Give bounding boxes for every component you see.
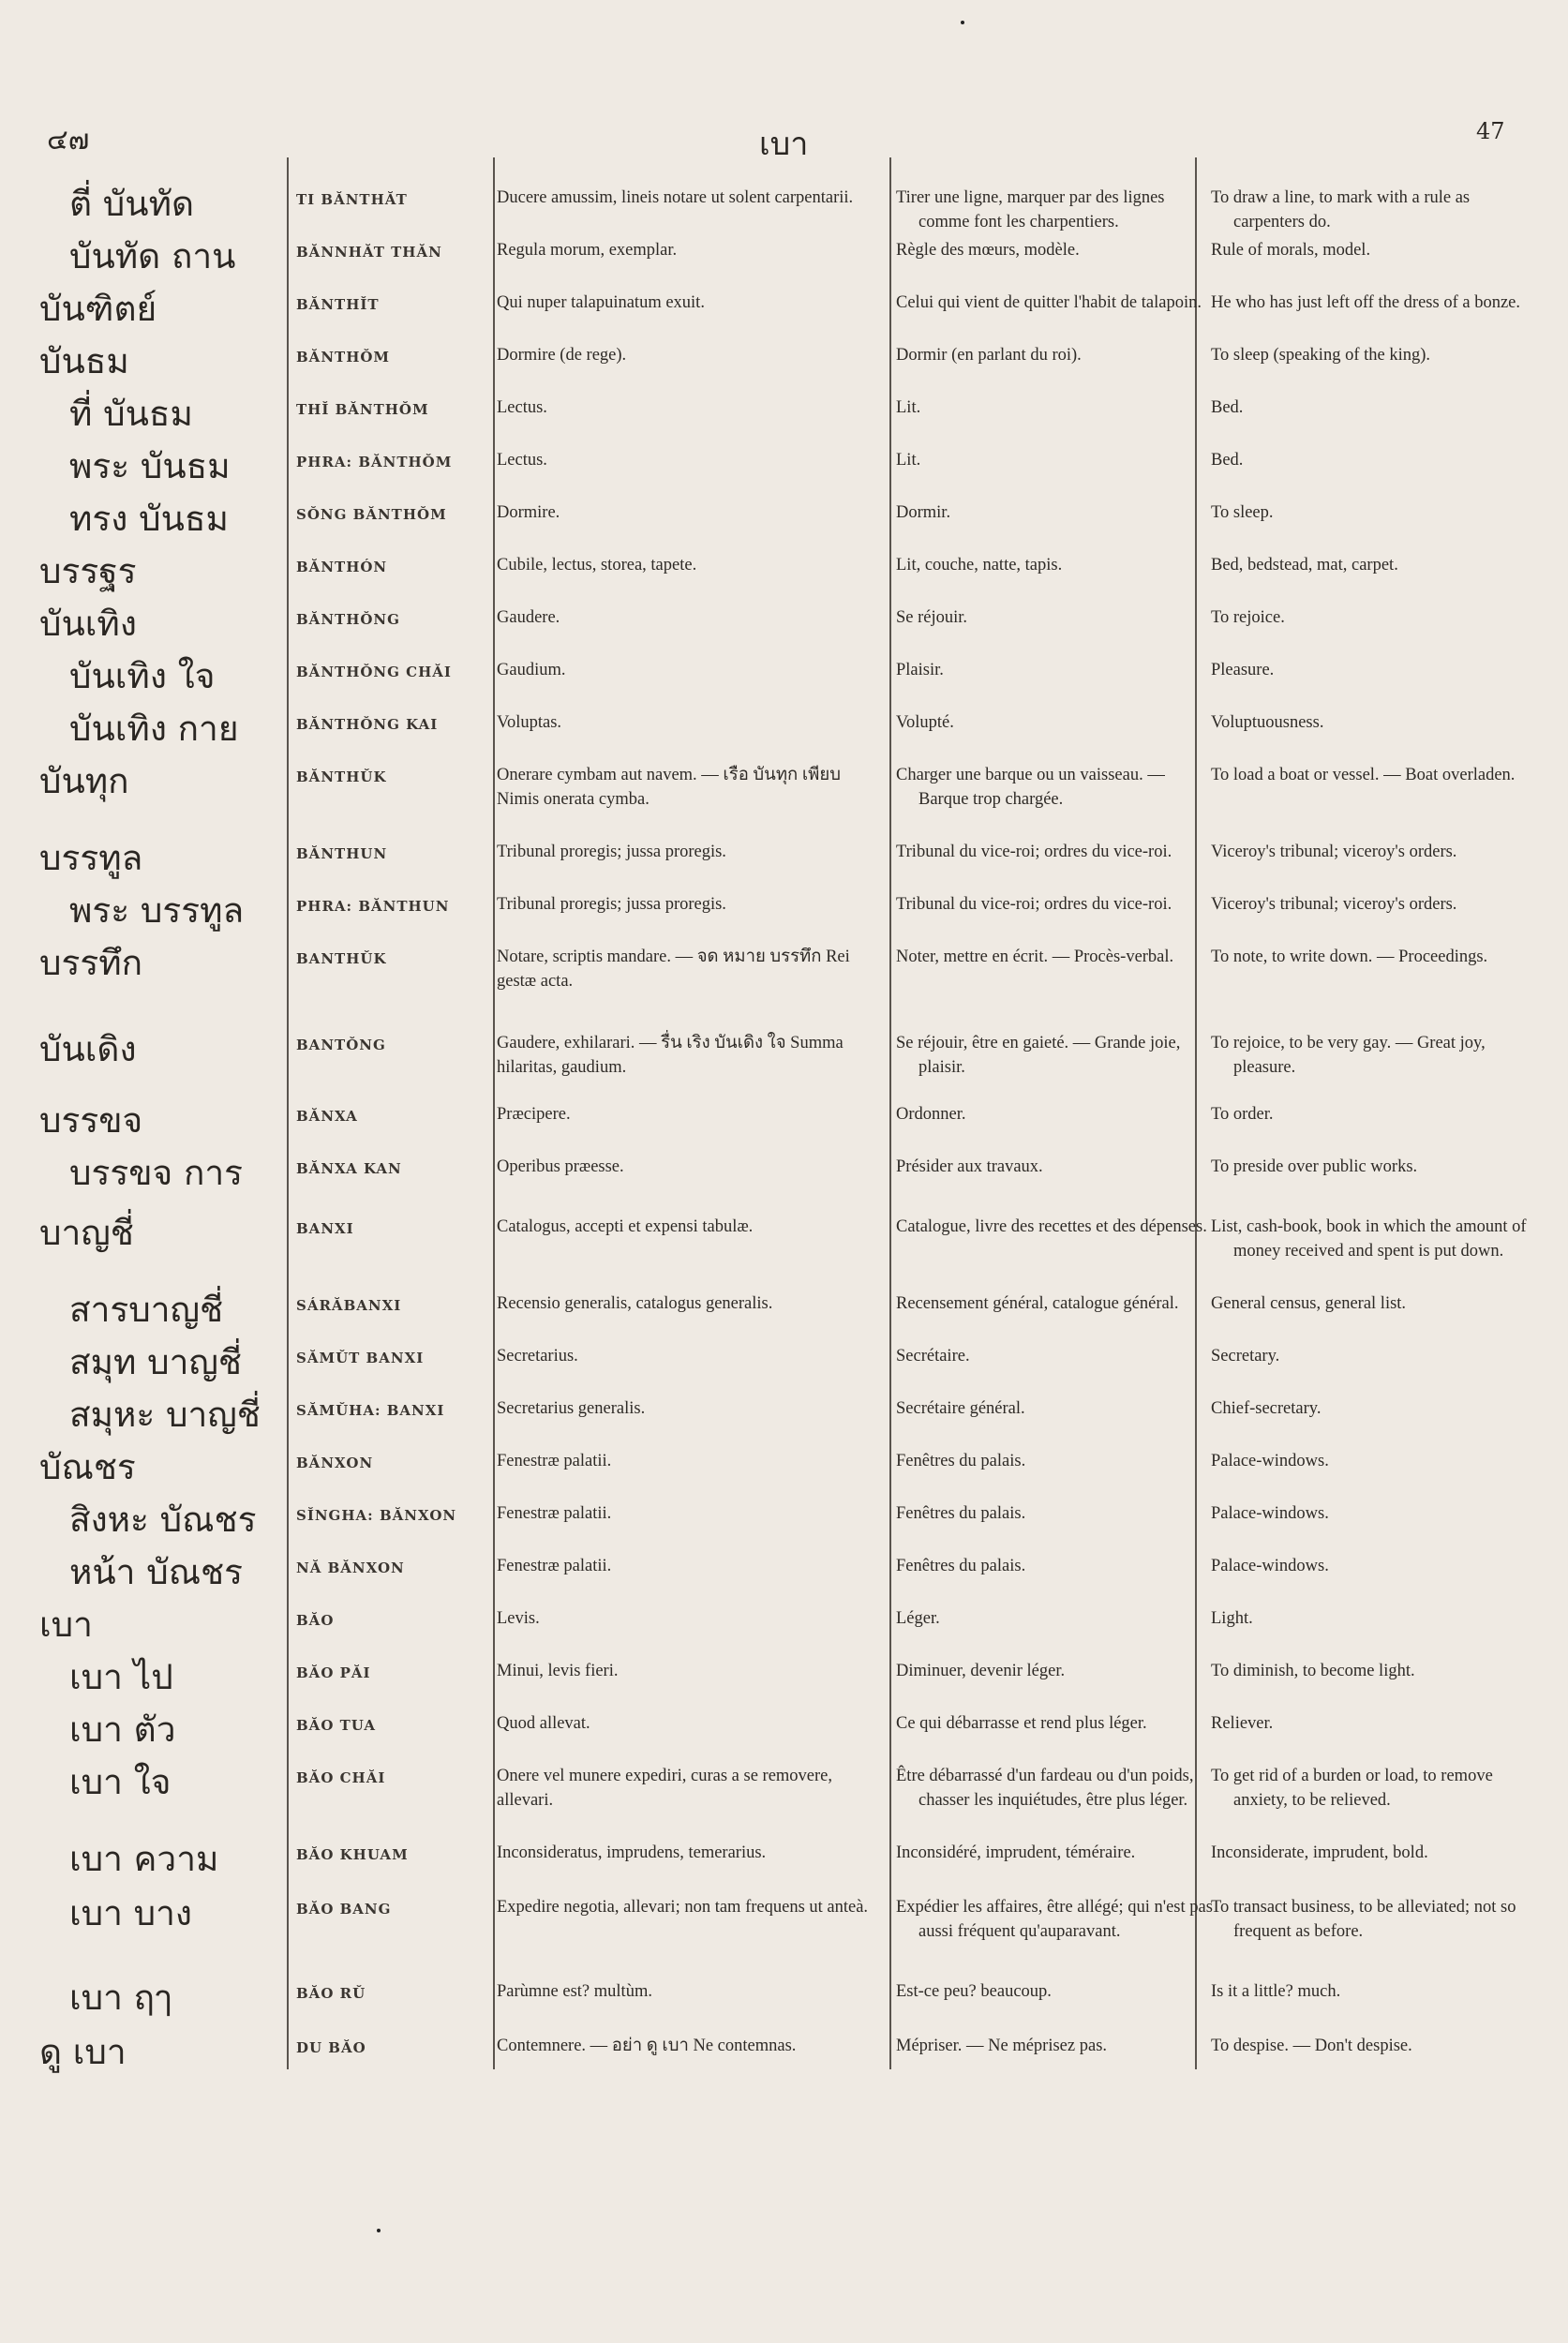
english-definition: Is it a little? much. [1211,1982,1341,2001]
french-definition: Fenêtres du palais. [896,1557,1026,1575]
romanization: BĂNTHŎM [296,349,391,366]
english-definition: Palace-windows. [1211,1452,1329,1470]
thai-headword: บรรฐร [39,551,137,591]
romanization: SĬNGHA: BĂNXON [296,1507,457,1524]
romanization: DU BĂO [296,2039,366,2056]
latin-definition: Contemnere. — อย่า ดู เบา Ne contemnas. [497,2037,797,2055]
romanization: BĂO CHĂI [296,1769,386,1786]
english-definition: To rejoice. [1211,608,1285,627]
latin-definition: Tribunal proregis; jussa proregis. [497,895,726,914]
romanization: BĂNTHŬK [296,769,387,785]
english-definition: Bed. [1211,398,1244,417]
column-rule [493,157,495,2069]
latin-definition: Inconsideratus, imprudens, temerarius. [497,1843,767,1862]
column-rule [287,157,289,2069]
romanization: PHRA: BĂNTHUN [296,898,450,915]
latin-definition: Quod allevat. [497,1714,590,1733]
french-definition: Charger une barque ou un vaisseau. — Barque trop chargée. [896,766,1165,809]
latin-definition: Gaudium. [497,661,566,679]
thai-headword: เบา บาง [69,1893,192,1933]
thai-headword: บรรขจ [39,1100,143,1141]
french-definition: Lit, couche, natte, tapis. [896,556,1063,575]
thai-headword: สารบาญชี่ [69,1290,224,1330]
latin-definition: Voluptas. [497,713,562,732]
latin-definition: Parùmne est? multùm. [497,1982,652,2001]
latin-definition: Lectus. [497,398,547,417]
thai-headword: บันฑิตย์ [39,289,157,329]
romanization: SĂMŬHA: BANXI [296,1402,445,1419]
thai-headword: บรรทึก [39,943,143,983]
french-definition: Catalogue, livre des recettes et des dépenses. [896,1217,1207,1236]
english-definition: Secretary. [1211,1347,1280,1366]
french-definition: Expédier les affaires, être allégé; qui n'est pas aussi fréquent qu'auparavant. [896,1898,1213,1941]
french-definition: Être débarrassé d'un fardeau ou d'un poids, chasser les inquiétudes, être plus léger. [896,1767,1194,1810]
english-definition: Bed. [1211,451,1244,470]
latin-definition: Fenestræ palatii. [497,1452,612,1470]
romanization: THĬ BĂNTHŎM [296,401,429,418]
romanization: BĂNTHÓN [296,559,388,575]
page-number: 47 [1476,118,1505,144]
running-head: เบา [759,126,809,163]
latin-definition: Levis. [497,1609,540,1628]
french-definition: Mépriser. — Ne méprisez pas. [896,2037,1108,2055]
english-definition: To draw a line, to mark with a rule as carpenters do. [1211,188,1471,231]
thai-headword: เบา [39,1604,93,1645]
ink-speck [961,21,964,24]
thai-headword: บันธม [39,341,129,381]
thai-headword: บันทุก [39,761,129,801]
latin-definition: Fenestræ palatii. [497,1504,612,1523]
latin-definition: Ducere amussim, lineis notare ut solent carpentarii. [497,188,854,207]
french-definition: Celui qui vient de quitter l'habit de talapoin. [896,293,1202,312]
english-definition: To load a boat or vessel. — Boat overladen. [1211,766,1516,784]
english-definition: To order. [1211,1105,1274,1124]
thai-headword: บันเทิง ใจ [69,656,216,696]
thai-headword: หน้า บัณชร [69,1552,244,1592]
english-definition: To diminish, to become light. [1211,1662,1415,1680]
french-definition: Présider aux travaux. [896,1157,1043,1176]
english-definition: To transact business, to be alleviated; not so frequent as before. [1211,1898,1516,1941]
thai-headword: เบา ไป [69,1657,173,1697]
thai-headword: เบา ความ [69,1839,219,1879]
thai-headword: ทรง บันธม [69,499,229,539]
thai-headword: สมุหะ บาญชี่ [69,1395,261,1435]
thai-headword: สมุท บาญชี่ [69,1342,243,1382]
english-definition: Bed, bedstead, mat, carpet. [1211,556,1398,575]
romanization: BĂNTHŎNG KAI [296,716,439,733]
column-rule [889,157,891,2069]
thai-headword: พระ บันธม [69,446,231,486]
english-definition: To preside over public works. [1211,1157,1418,1176]
latin-definition: Dormire. [497,503,560,522]
english-definition: Voluptuousness. [1211,713,1324,732]
romanization: PHRA: BĂNTHŎM [296,454,453,470]
french-definition: Secrétaire général. [896,1399,1025,1418]
thai-headword: เบา ใจ [69,1762,172,1802]
romanization: NĂ BĂNXON [296,1560,405,1576]
latin-definition: Operibus præesse. [497,1157,624,1176]
french-definition: Tribunal du vice-roi; ordres du vice-roi. [896,843,1172,861]
french-definition: Léger. [896,1609,940,1628]
english-definition: Palace-windows. [1211,1557,1329,1575]
english-definition: Viceroy's tribunal; viceroy's orders. [1211,843,1457,861]
latin-definition: Qui nuper talapuinatum exuit. [497,293,705,312]
latin-definition: Præcipere. [497,1105,571,1124]
english-definition: To sleep. [1211,503,1274,522]
romanization: BĂO PĂI [296,1664,371,1681]
thai-headword: บาญชี่ [39,1213,134,1253]
romanization: TI BĂNTHĂT [296,191,408,208]
english-definition: Inconsiderate, imprudent, bold. [1211,1843,1428,1862]
latin-definition: Secretarius generalis. [497,1399,646,1418]
english-definition: To despise. — Don't despise. [1211,2037,1412,2055]
french-definition: Noter, mettre en écrit. — Procès-verbal. [896,948,1174,966]
english-definition: Rule of morals, model. [1211,241,1371,260]
latin-definition: Onere vel munere expediri, curas a se removere, allevari. [497,1767,833,1810]
romanization: SŎNG BĂNTHŎM [296,506,447,523]
english-definition: To sleep (speaking of the king). [1211,346,1431,365]
french-definition: Se réjouir, être en gaieté. — Grande joie, plaisir. [896,1034,1181,1077]
english-definition: Light. [1211,1609,1253,1628]
romanization: BANXI [296,1220,354,1237]
french-definition: Recensement général, catalogue général. [896,1294,1179,1313]
latin-definition: Catalogus, accepti et expensi tabulæ. [497,1217,754,1236]
french-definition: Dormir. [896,503,951,522]
french-definition: Fenêtres du palais. [896,1452,1026,1470]
romanization: BĂO [296,1612,335,1629]
latin-definition: Regula morum, exemplar. [497,241,678,260]
english-definition: Reliever. [1211,1714,1274,1733]
french-definition: Tirer une ligne, marquer par des lignes comme font les charpentiers. [896,188,1165,231]
french-definition: Est-ce peu? beaucoup. [896,1982,1052,2001]
english-definition: Viceroy's tribunal; viceroy's orders. [1211,895,1457,914]
thai-headword: พระ บรรทูล [69,890,245,931]
romanization: BĂO KHUAM [296,1846,409,1863]
romanization: BĂNXA KAN [296,1160,402,1177]
latin-definition: Dormire (de rege). [497,346,627,365]
romanization: BANTHŬK [296,950,387,967]
thai-headword: บันเดิง [39,1029,137,1069]
thai-headword: สิงหะ บัณชร [69,1500,257,1540]
french-definition: Règle des mœurs, modèle. [896,241,1080,260]
french-definition: Se réjouir. [896,608,968,627]
french-definition: Lit. [896,451,921,470]
ink-speck [377,2229,381,2232]
thai-headword: เบา ตัว [69,1709,176,1750]
french-definition: Lit. [896,398,921,417]
latin-definition: Cubile, lectus, storea, tapete. [497,556,697,575]
thai-headword: บันเทิง [39,604,137,644]
romanization: BĂNXON [296,1455,374,1471]
english-definition: General census, general list. [1211,1294,1407,1313]
romanization: BĂO RŬ [296,1985,366,2002]
thai-headword: ตี่ บันทัด [69,184,194,224]
thai-headword: บรรขจ การ [69,1153,244,1193]
romanization: BĂNXA [296,1108,358,1125]
latin-definition: Onerare cymbam aut navem. — เรือ บันทุก เพียบ Nimis onerata cymba. [497,766,841,809]
english-definition: List, cash-book, book in which the amount of money received and spent is put down. [1211,1217,1527,1261]
latin-definition: Expedire negotia, allevari; non tam frequens ut anteà. [497,1898,869,1917]
thai-headword: ที่ บันธม [69,394,193,434]
latin-definition: Minui, levis fieri. [497,1662,619,1680]
romanization: BĂO BANG [296,1901,392,1918]
english-definition: Chief-secretary. [1211,1399,1322,1418]
romanization: SÁRĂBANXI [296,1297,402,1314]
latin-definition: Gaudere, exhilarari. — รื่น เริง บันเดิง ใจ Summa hilaritas, gaudium. [497,1034,844,1077]
french-definition: Diminuer, devenir léger. [896,1662,1066,1680]
french-definition: Plaisir. [896,661,944,679]
romanization: BĂNTHĬT [296,296,380,313]
english-definition: To rejoice, to be very gay. — Great joy, pleasure. [1211,1034,1486,1077]
latin-definition: Notare, scriptis mandare. — จด หมาย บรรทึก Rei gestæ acta. [497,948,850,991]
thai-headword: บรรทูล [39,838,143,878]
french-definition: Tribunal du vice-roi; ordres du vice-roi. [896,895,1172,914]
thai-page-number: ๔๗ [47,124,90,157]
french-definition: Secrétaire. [896,1347,970,1366]
latin-definition: Fenestræ palatii. [497,1557,612,1575]
romanization: BĂO TUA [296,1717,377,1734]
english-definition: Palace-windows. [1211,1504,1329,1523]
french-definition: Ordonner. [896,1105,966,1124]
english-definition: Pleasure. [1211,661,1275,679]
latin-definition: Gaudere. [497,608,560,627]
english-definition: He who has just left off the dress of a bonze. [1211,293,1521,312]
romanization: BĂNTHUN [296,845,388,862]
romanization: BĂNNHĂT THĂN [296,244,442,261]
latin-definition: Recensio generalis, catalogus generalis. [497,1294,773,1313]
english-definition: To note, to write down. — Proceedings. [1211,948,1488,966]
thai-headword: เบา ฤๅ [69,1977,172,2018]
thai-headword: บัณชร [39,1447,136,1487]
romanization: BANTŎNG [296,1037,386,1053]
latin-definition: Lectus. [497,451,547,470]
english-definition: To get rid of a burden or load, to remove anxiety, to be relieved. [1211,1767,1493,1810]
romanization: SĂMŬT BANXI [296,1350,425,1366]
thai-headword: ดู เบา [39,2032,127,2072]
thai-headword: บันทัด ถาน [69,236,236,276]
french-definition: Inconsidéré, imprudent, téméraire. [896,1843,1136,1862]
romanization: BĂNTHŎNG CHĂI [296,664,452,680]
french-definition: Volupté. [896,713,954,732]
thai-headword: บันเทิง กาย [69,709,239,749]
french-definition: Dormir (en parlant du roi). [896,346,1082,365]
french-definition: Ce qui débarrasse et rend plus léger. [896,1714,1147,1733]
french-definition: Fenêtres du palais. [896,1504,1026,1523]
latin-definition: Tribunal proregis; jussa proregis. [497,843,726,861]
latin-definition: Secretarius. [497,1347,578,1366]
romanization: BĂNTHŎNG [296,611,400,628]
